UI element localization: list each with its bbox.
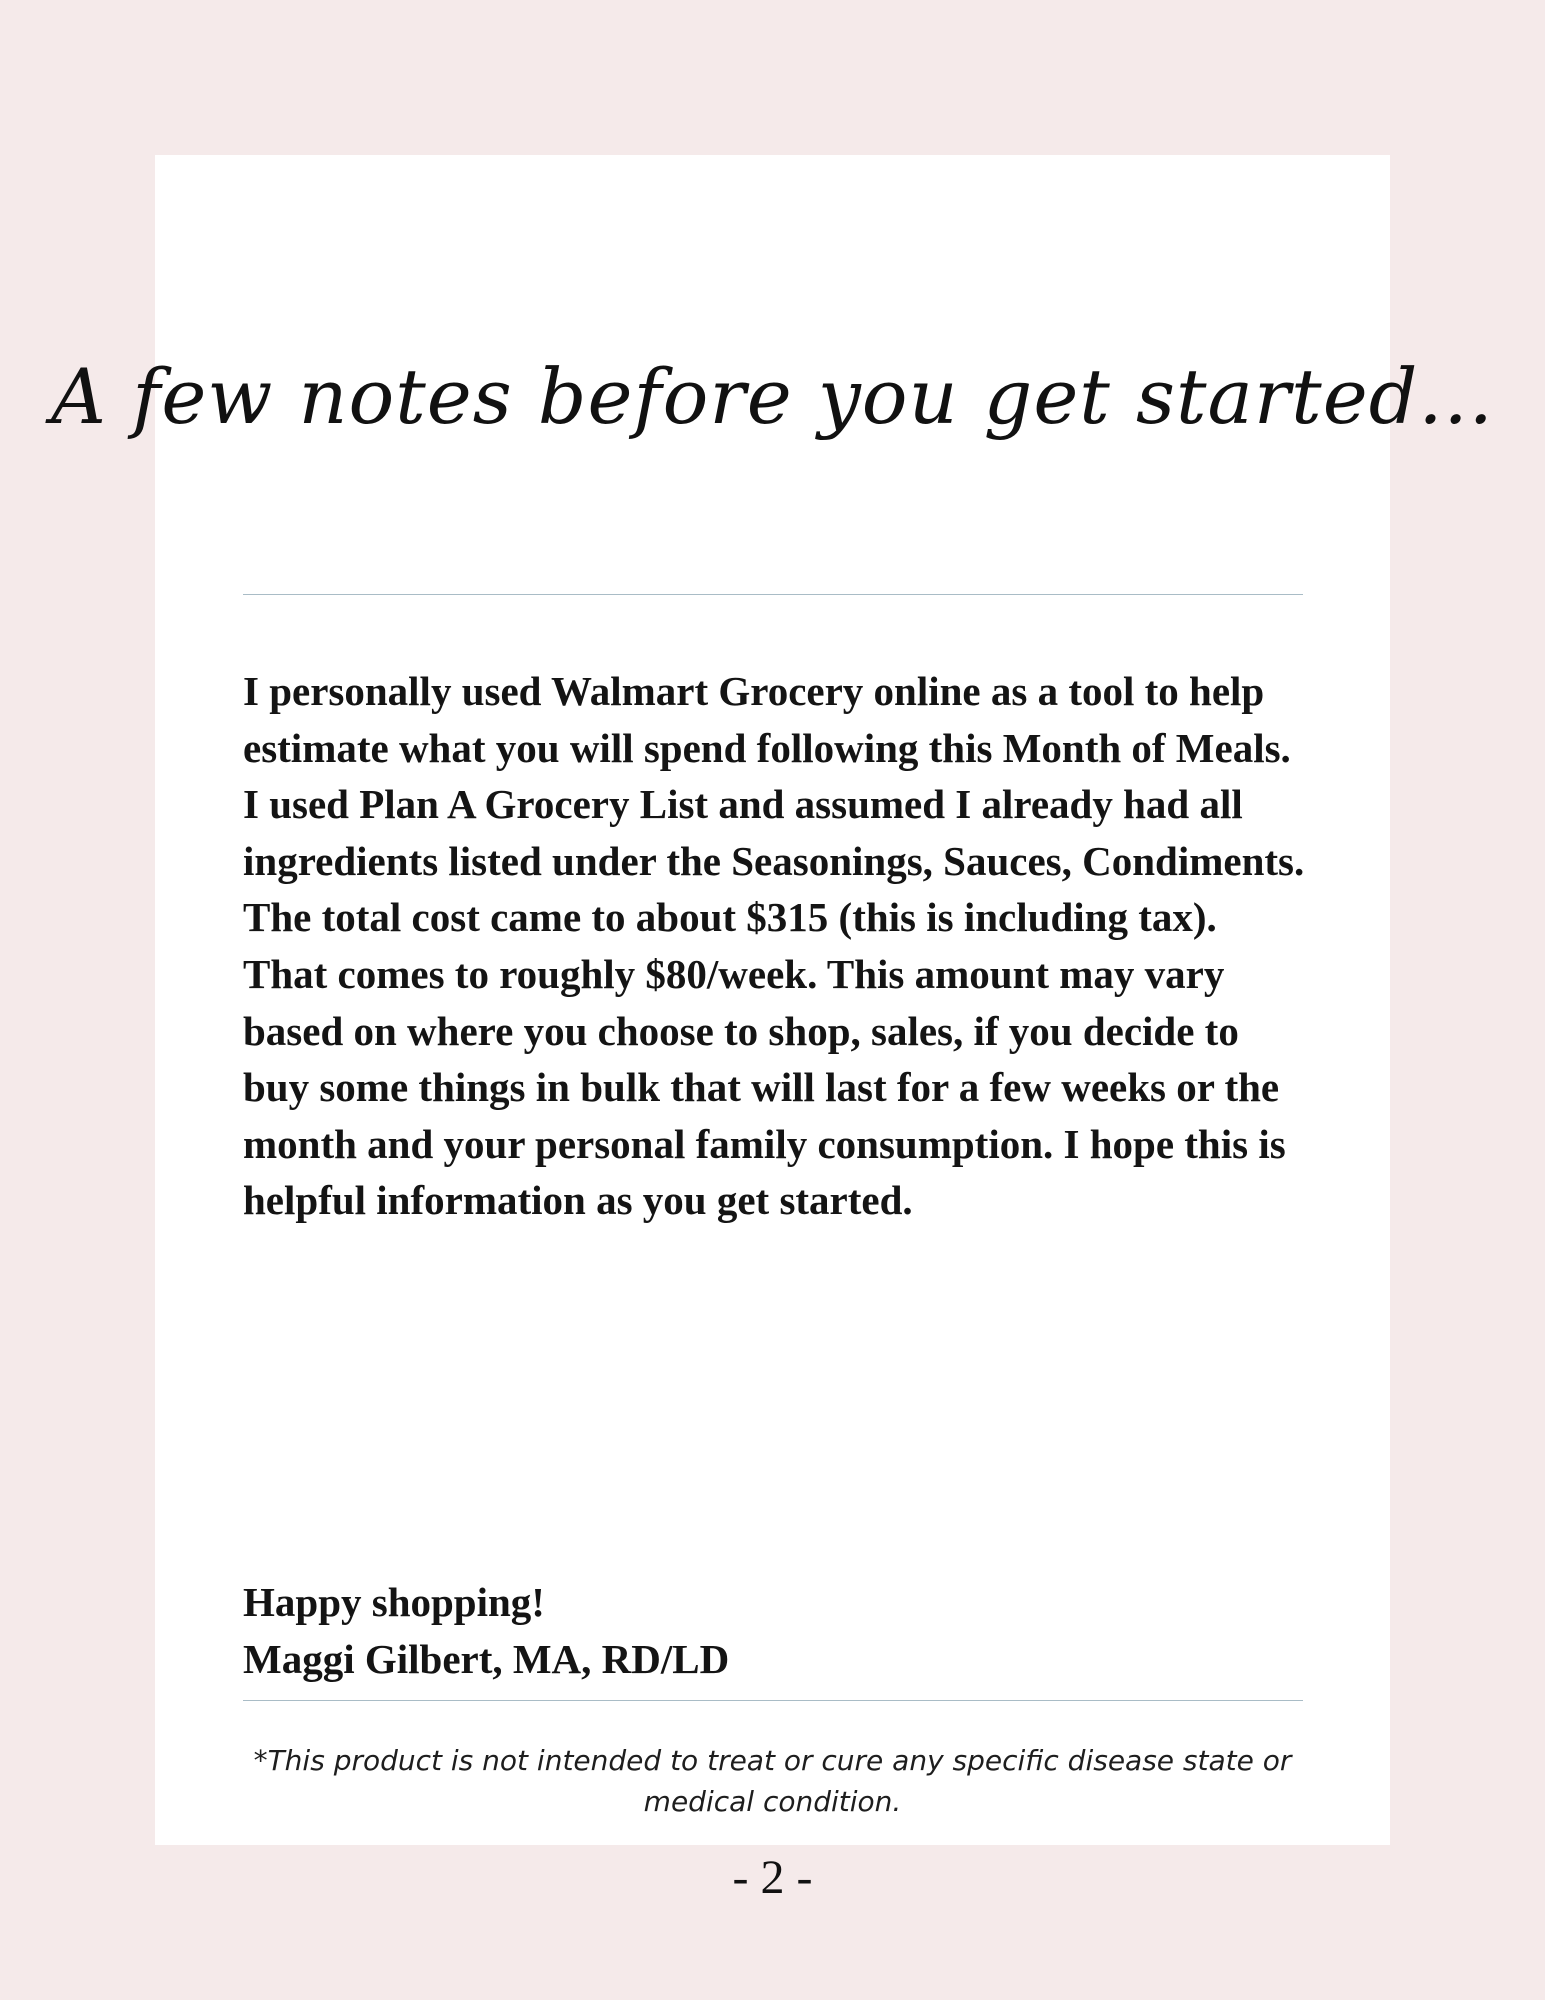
top-divider xyxy=(243,594,1303,595)
closing-line: Happy shopping! xyxy=(243,1579,545,1625)
body-paragraph: I personally used Walmart Grocery online as a tool to help estimate what you will spend following this Month of Meals. I used Plan A Grocery List and assumed I already had all ingredients listed under the Seasonings, Sauces, Condiments. The total cost came to about $315 (this is including tax). That comes to roughly $80/week. This amount may vary based on where you choose to shop, sales, if you decide to buy some things in bulk that will last for a few weeks or the month and your personal family consumption. I hope this is helpful information as you get started. xyxy=(243,668,1305,1224)
disclaimer-text: *This product is not intended to treat or cure any specific disease state or medical condition. xyxy=(253,1744,1292,1818)
bottom-divider xyxy=(243,1700,1303,1701)
page-title: A few notes before you get started... xyxy=(51,352,1494,441)
signoff-block xyxy=(243,1574,1243,1688)
author-name: Maggi Gilbert, MA, RD/LD xyxy=(243,1636,730,1682)
page-number: - 2 - xyxy=(732,1851,813,1904)
